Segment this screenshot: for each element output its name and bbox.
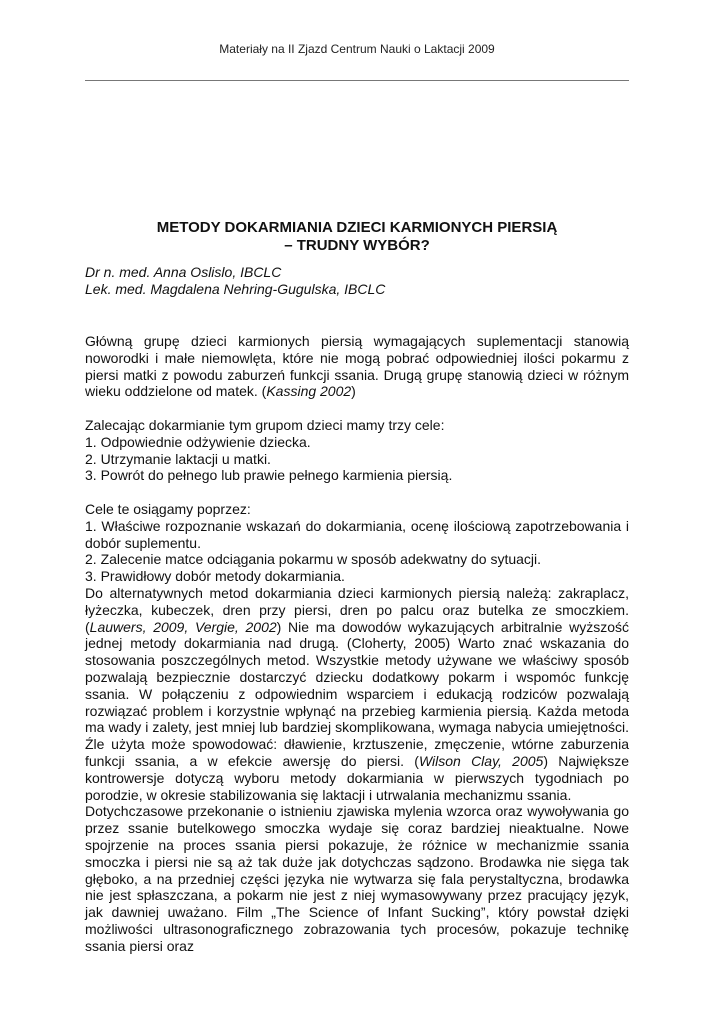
list-item: 1. Odpowiednie odżywienie dziecka. (85, 433, 311, 450)
means-intro: Cele te osiągamy poprzez: (85, 500, 251, 517)
citation: Lauwers, 2009, Vergie, 2002 (89, 618, 277, 635)
list-item: 3. Powrót do pełnego lub prawie pełnego karmienia piersią. (85, 467, 453, 484)
means-section (85, 501, 629, 585)
list-item: 3. Prawidłowy dobór metody dokarmiania. (85, 568, 345, 585)
goals-section (85, 417, 629, 484)
paragraph-intro: Główną grupę dzieci karmionych piersią wymagających suplementacji stanowią noworodki i małe niemowlęta, które nie mogą pobrać odpowiedniej ilości pokarmu z piersi matki z powodu zaburzeń funkcji ssania. Drugą grupę stanowią dzieci w różnym wieku oddzielone od matek. (Kassing 2002) (85, 333, 629, 400)
citation: Kassing 2002 (266, 383, 352, 400)
header-divider (85, 80, 629, 81)
title-line-2: – TRUDNY WYBÓR? (284, 237, 430, 254)
citation: Wilson Clay, 2005 (418, 752, 544, 769)
author-1: Dr n. med. Anna Oslislo, IBCLC (85, 264, 282, 280)
list-item: 2. Utrzymanie laktacji u matki. (85, 450, 271, 467)
paragraph-nipple-confusion: Dotychczasowe przekonanie o istnieniu zjawiska mylenia wzorca oraz wywoływania go przez ssanie butelkowego smoczka wydaje się coraz bardziej nieaktualne. Nowe spojrzenie na proces ssania piersi pokazuje, że różnice w mechanizmie ssania smoczka i piersi nie są aż tak duże jak dotychczas sądzono. Brodawka nie sięga tak głęboko, a na przedniej części języka nie wytwarza się fala perystaltyczna, brodawka nie jest spłaszczana, a pokarm nie jest z niej wymasowywany przez pracujący język, jak dawniej uważano. Film „The Science of Infant Sucking”, który powstał dzięki możliwości ultrasonograficznego zobrazowania tych procesów, pokazuje technikę ssania piersi oraz (85, 803, 629, 954)
title-line-1: METODY DOKARMIANIA DZIECI KARMIONYCH PIERSIĄ (156, 219, 558, 236)
page-header: Materiały na II Zjazd Centrum Nauki o Laktacji 2009 (219, 42, 495, 56)
article-title (85, 219, 629, 255)
list-item: 2. Zalecenie matce odciągania pokarmu w sposób adekwatny do sytuacji. (85, 551, 542, 568)
author-2: Lek. med. Magdalena Nehring-Gugulska, IBCLC (85, 281, 386, 297)
article-body (85, 333, 629, 954)
authors (85, 264, 629, 298)
goals-intro: Zalecając dokarmianie tym grupom dzieci mamy trzy cele: (85, 416, 445, 433)
list-item: 1. Właściwe rozpoznanie wskazań do dokarmiania, ocenę ilościową zapotrzebowania i dobór suplementu. (85, 517, 629, 551)
paragraph-methods: Do alternatywnych metod dokarmiania dzieci karmionych piersią należą: zakraplacz, łyżeczka, kubeczek, dren przy piersi, dren po palcu oraz butelka ze smoczkiem. (Lauwers, 2009, Vergie, 2002) Nie ma dowodów wykazujących arbitralnie wyższość jednej metody dokarmiania nad drugą. (Cloherty, 2005) Warto znać wskazania do stosowania poszczególnych metod. Wszystkie metody używane we właściwy sposób pozwalają bezpiecznie dostarczyć dziecku dodatkowy pokarm i wspomóc funkcję ssania. W połączeniu z odpowiednim wsparciem i edukacją rodziców pozwalają rozwiązać problem i korzystnie wpłynąć na przebieg karmienia piersią. Każda metoda ma wady i zalety, jest mniej lub bardziej skomplikowana, wymaga nabycia umiejętności. Źle użyta może spowodować: dławienie, krztuszenie, zmęczenie, wtórne zaburzenia funkcji ssania, a w efekcie awersję do piersi. (Wilson Clay, 2005) Największe kontrowersje dotyczą wyboru metody dokarmiania w pierwszych tygodniach po porodzie, w okresie stabilizowania się laktacji i utrwalania mechanizmu ssania. (85, 584, 630, 803)
